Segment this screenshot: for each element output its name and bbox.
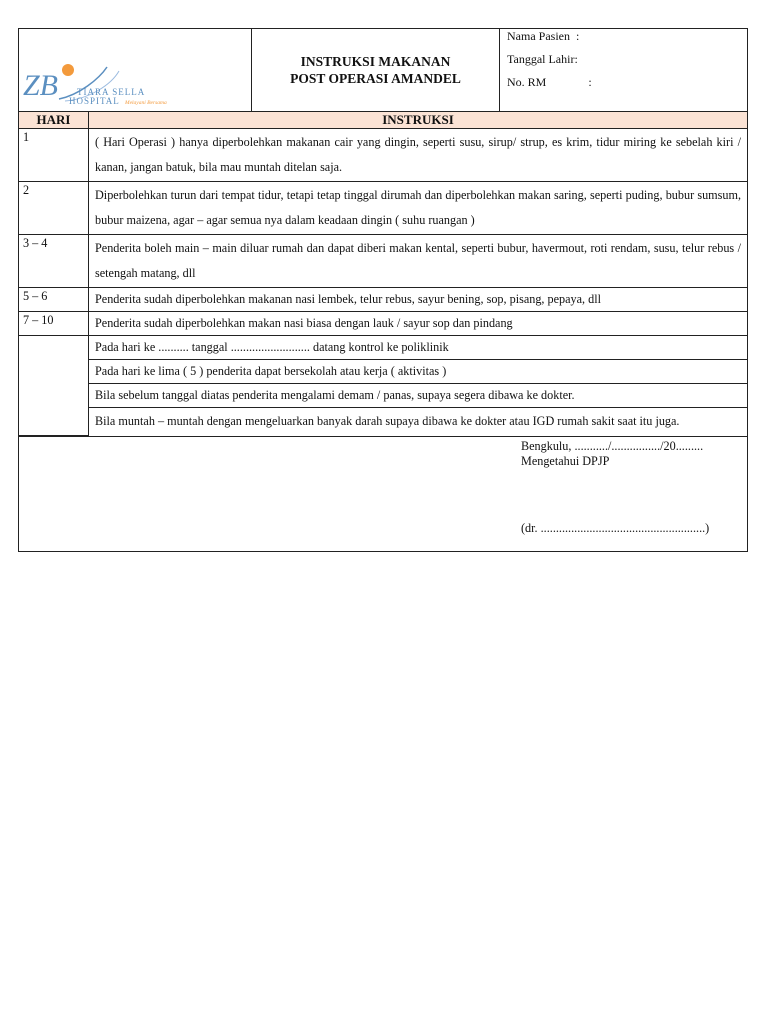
- table-row: [19, 288, 747, 312]
- row-day: 1: [19, 129, 89, 182]
- row-instruction: Diperbolehkan turun dari tempat tidur, tetapi tetap tinggal dirumah dan diperbolehkan makan saring, seperti puding, bubur sumsum, bubur maizena, agar – agar semua nya dalam keadaan dingin ( suhu ruangan ): [89, 182, 748, 235]
- doctor-signature[interactable]: (dr. ......................................................): [521, 520, 710, 535]
- logo-line2: HOSPITAL: [69, 96, 120, 106]
- instruction-form: [18, 28, 748, 552]
- patient-name-field[interactable]: [507, 29, 747, 52]
- column-header-day: HARI: [19, 112, 89, 129]
- row-instruction: Penderita sudah diperbolehkan makan nasi biasa dengan lauk / sayur sop dan pindang: [89, 312, 748, 336]
- form-header: [19, 29, 747, 112]
- logo-tagline: Melayani Bersama: [125, 100, 167, 106]
- colon: :: [588, 75, 592, 89]
- acknowledged-label: Mengetahui DPJP: [521, 453, 610, 468]
- row-instruction: Penderita boleh main – main diluar rumah dan dapat diberi makan kental, seperti bubur, havermout, roti rendam, susu, telur rebus / setengah matang, dll: [89, 235, 748, 288]
- colon: :: [575, 29, 580, 43]
- table-row: [19, 235, 747, 288]
- row-instruction: ( Hari Operasi ) hanya diperbolehkan makanan cair yang dingin, seperti susu, sirup/ strup, es krim, tidur miring ke sebelah kiri / kanan, jangan batuk, bila mau muntah ditelan saja.: [89, 129, 748, 182]
- note-return-activity: Pada hari ke lima ( 5 ) penderita dapat bersekolah atau kerja ( aktivitas ): [89, 360, 748, 384]
- table-row: [19, 312, 747, 336]
- place-date[interactable]: Bengkulu, .........../................/20.........: [521, 438, 704, 453]
- signature-section: [19, 436, 747, 551]
- column-header-instruction: INSTRUKSI: [89, 112, 748, 129]
- patient-rm-field[interactable]: [507, 75, 747, 98]
- row-day: 7 – 10: [19, 312, 89, 336]
- title-line-1: INSTRUKSI MAKANAN: [300, 54, 451, 69]
- row-day: 2: [19, 182, 89, 235]
- patient-dob-label: Tanggal Lahir: [507, 52, 575, 66]
- logo-monogram: ZB: [23, 69, 59, 102]
- note-row: [19, 360, 747, 384]
- row-day: 5 – 6: [19, 288, 89, 312]
- patient-info: [500, 29, 747, 111]
- table-header-row: [19, 112, 747, 129]
- table-row: [19, 182, 747, 235]
- logo-line1: TIARA SELLA: [77, 87, 146, 97]
- row-instruction: Penderita sudah diperbolehkan makanan nasi lembek, telur rebus, sayur bening, sop, pisang, pepaya, dll: [89, 288, 748, 312]
- form-title: [252, 29, 500, 111]
- note-row: [19, 408, 747, 436]
- note-control-visit[interactable]: Pada hari ke .......... tanggal .......................... datang kontrol ke poliklinik: [89, 336, 748, 360]
- hospital-logo-cell: [19, 29, 252, 111]
- patient-dob-field[interactable]: [507, 52, 747, 75]
- title-line-2: POST OPERASI AMANDEL: [290, 71, 461, 86]
- note-fever: Bila sebelum tanggal diatas penderita mengalami demam / panas, supaya segera dibawa ke dokter.: [89, 384, 748, 408]
- patient-rm-label: No. RM: [507, 75, 547, 89]
- patient-name-label: Nama Pasien: [507, 29, 570, 43]
- row-day: 3 – 4: [19, 235, 89, 288]
- instruction-table: [19, 112, 747, 436]
- table-row: [19, 129, 747, 182]
- colon: :: [574, 52, 578, 66]
- note-row: [19, 384, 747, 408]
- notes-day-blank: [19, 336, 89, 436]
- note-row: [19, 336, 747, 360]
- hospital-logo: [19, 29, 251, 111]
- note-vomiting: Bila muntah – muntah dengan mengeluarkan banyak darah supaya dibawa ke dokter atau IGD rumah sakit saat itu juga.: [89, 408, 748, 436]
